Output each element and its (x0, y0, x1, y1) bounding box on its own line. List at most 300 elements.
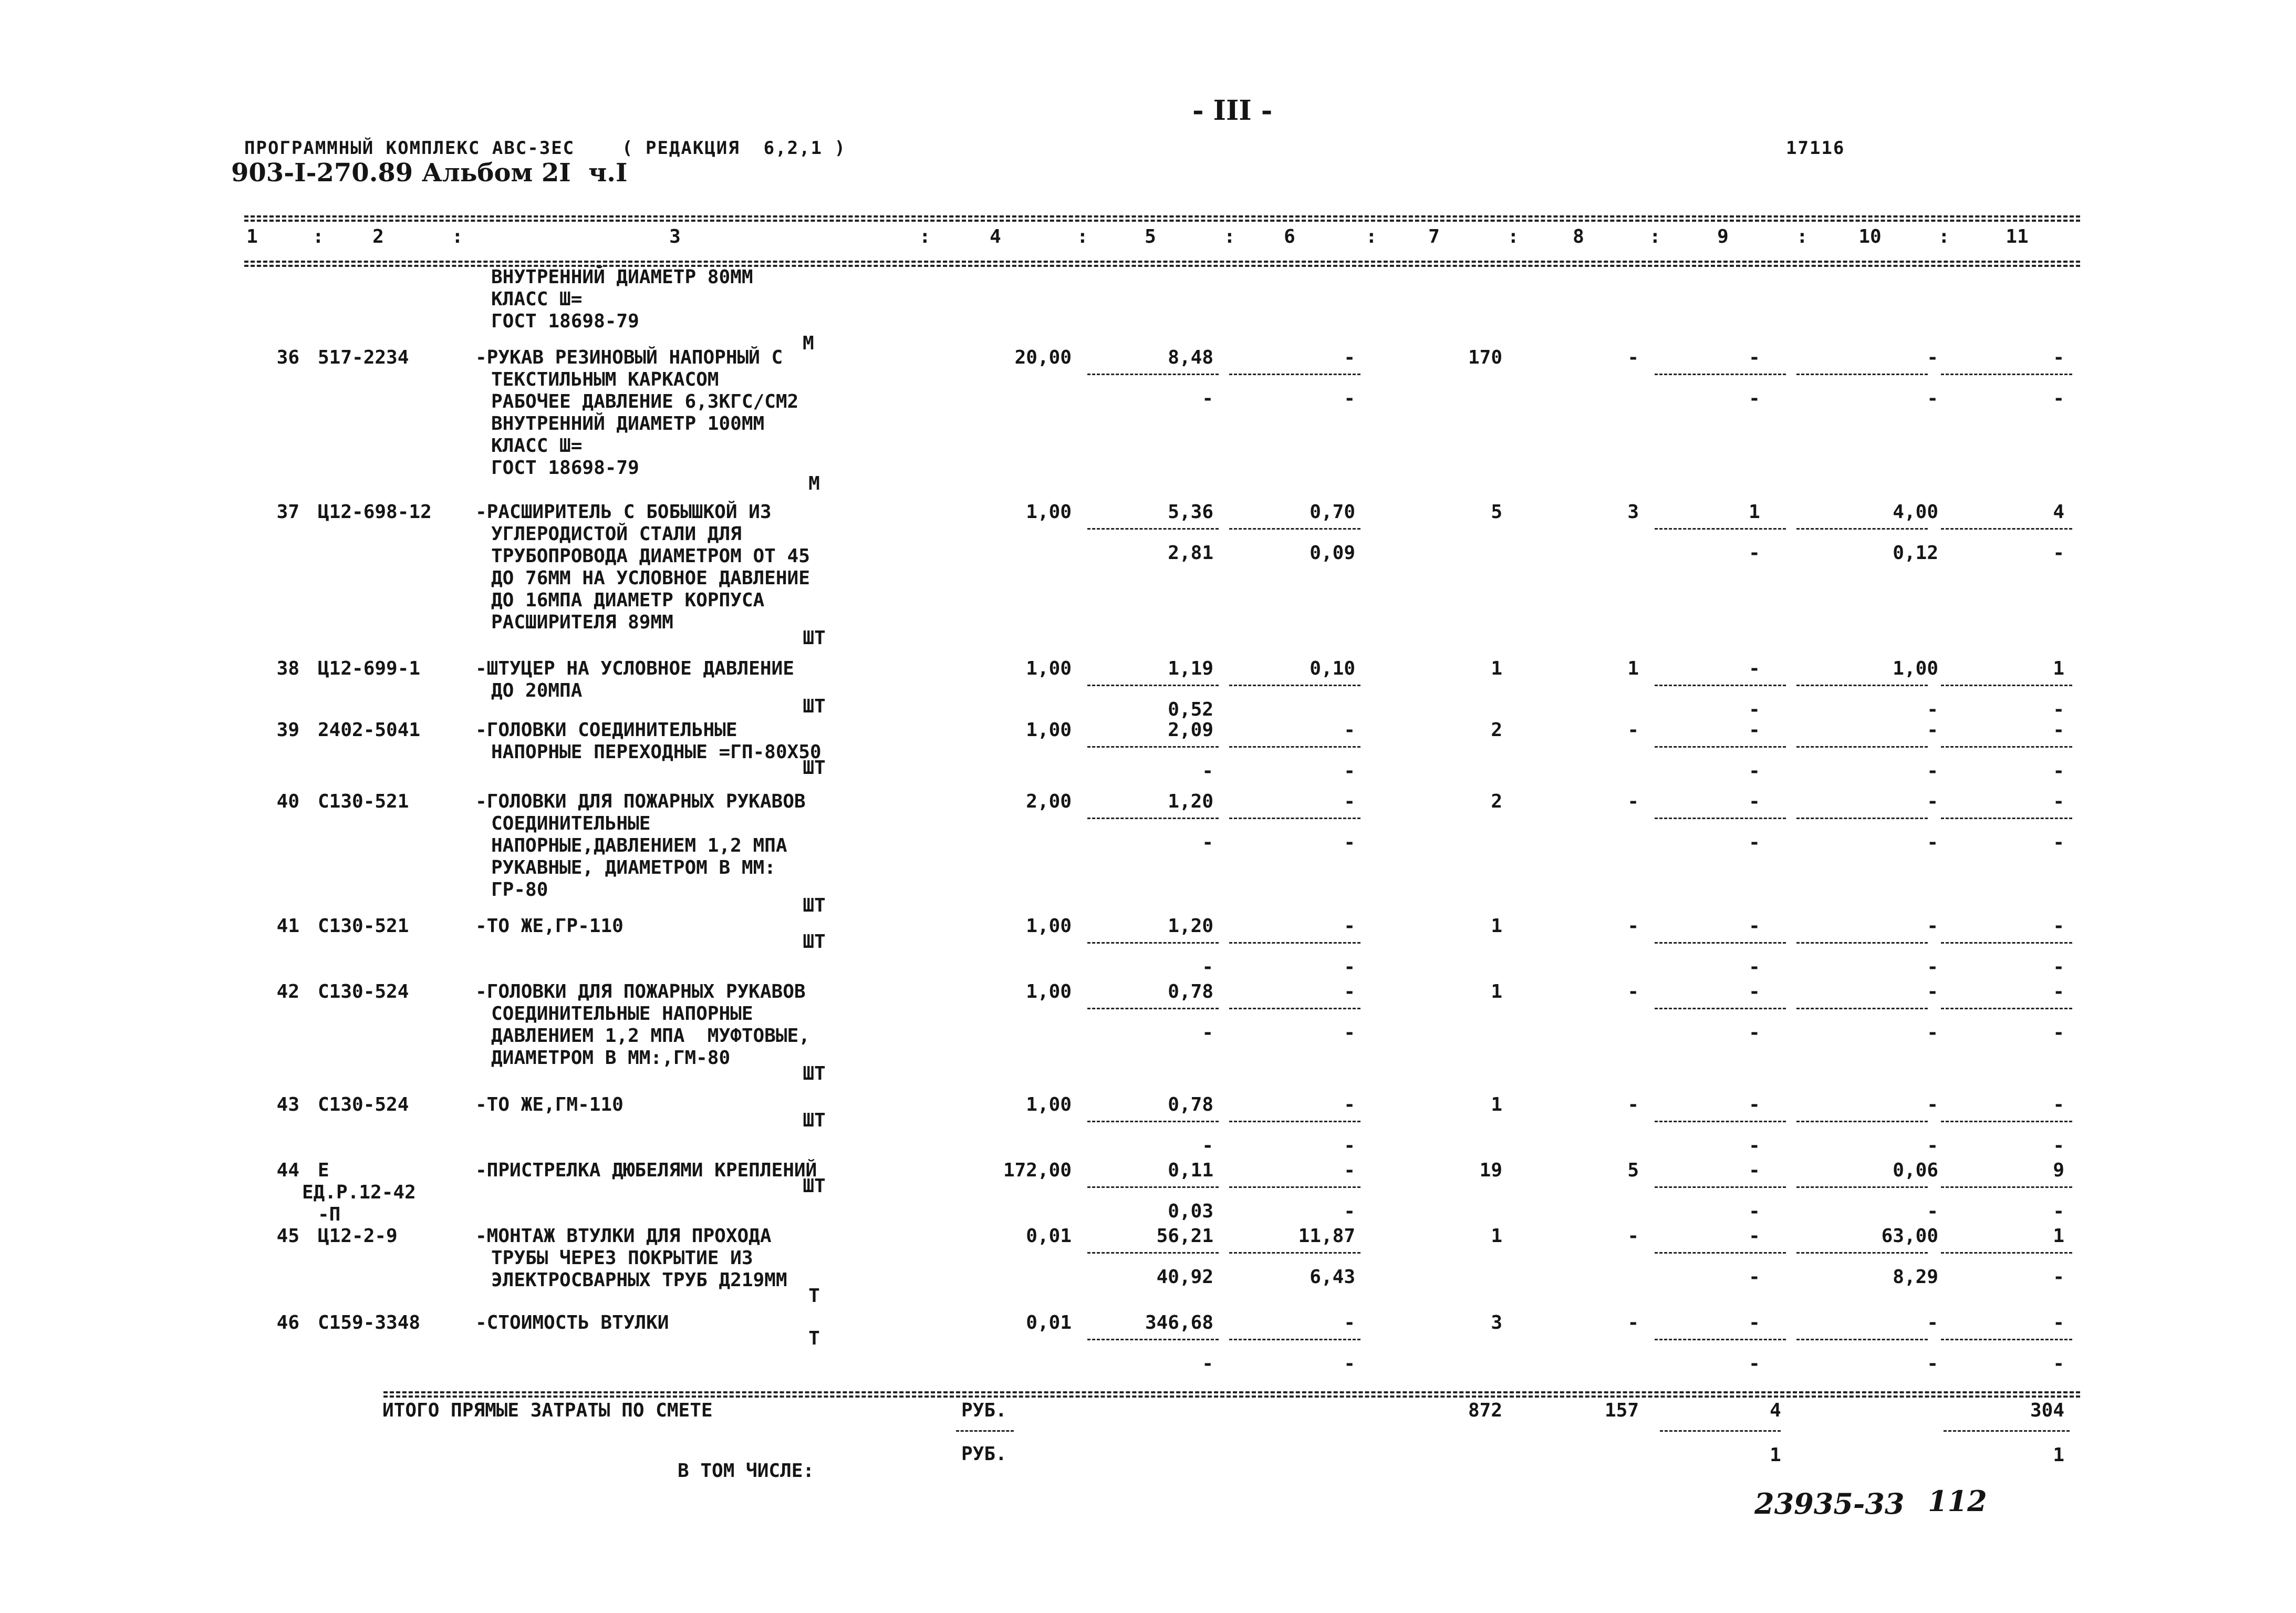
fraction-line (1655, 1339, 1786, 1340)
column-separator: : (1366, 226, 1377, 247)
row-number: 43 (276, 1094, 299, 1115)
row-col-7: 19 (1479, 1160, 1502, 1181)
row-col-7: 3 (1491, 1312, 1502, 1333)
row-col-8: 5 (1627, 1160, 1639, 1181)
row-col-9-lower: - (1749, 388, 1760, 409)
row-col-10: - (1927, 981, 1938, 1002)
column-separator: : (313, 226, 324, 247)
row-description-line: РУКАВНЫЕ, ДИАМЕТРОМ В ММ: (491, 857, 776, 878)
row-col-6: - (1344, 347, 1355, 368)
column-header-9: 9 (1717, 226, 1729, 247)
fraction-line (1941, 818, 2072, 819)
fraction-line (1941, 1008, 2072, 1009)
row-col-6: - (1344, 981, 1355, 1002)
row-col-11: - (2053, 1312, 2064, 1333)
row-col-6-lower: - (1344, 1135, 1355, 1156)
row-col-7: 1 (1491, 658, 1502, 679)
fraction-line (1796, 528, 1928, 530)
row-col-10-lower: - (1927, 956, 1938, 978)
row-unit: Т (808, 1328, 820, 1349)
row-number: 38 (276, 658, 299, 679)
row-col-9: - (1749, 658, 1760, 679)
row-description-line: -РУКАВ РЕЗИНОВЫЙ НАПОРНЫЙ С (475, 347, 783, 368)
row-col-11: - (2053, 915, 2064, 937)
column-header-10: 10 (1858, 226, 1882, 247)
row-col-9: - (1749, 791, 1760, 812)
fraction-line (1941, 942, 2072, 944)
header-bottom-rule (244, 261, 2080, 263)
row-col-10: - (1927, 347, 1938, 368)
column-separator: : (1649, 226, 1661, 247)
row-description-line: -РАСШИРИТЕЛЬ С БОБЫШКОЙ ИЗ (475, 501, 772, 523)
continuation-line: ГОСТ 18698-79 (491, 311, 639, 332)
row-col-6-lower: - (1344, 956, 1355, 978)
fraction-line (1655, 1008, 1786, 1009)
row-description-line: УГЛЕРОДИСТОЙ СТАЛИ ДЛЯ (491, 523, 742, 545)
page-number: - III - (1192, 95, 1273, 127)
row-col-7: 170 (1468, 347, 1502, 368)
totals-col-11-b: 1 (2053, 1444, 2064, 1466)
row-col-10: 0,06 (1893, 1160, 1938, 1181)
row-col-7: 1 (1491, 981, 1502, 1002)
row-col-5-lower: 0,03 (1168, 1201, 1213, 1222)
row-code: С130-524 (318, 981, 409, 1002)
row-description-line: НАПОРНЫЕ,ДАВЛЕНИЕМ 1,2 МПА (491, 835, 787, 856)
totals-fraction-line-9 (1660, 1430, 1781, 1432)
totals-label: ИТОГО ПРЯМЫЕ ЗАТРАТЫ ПО СМЕТЕ (382, 1400, 713, 1421)
column-separator: : (1796, 226, 1808, 247)
row-col-6-lower: - (1344, 388, 1355, 409)
row-description-line: -ГОЛОВКИ СОЕДИНИТЕЛЬНЫЕ (475, 719, 737, 741)
row-number: 40 (276, 791, 299, 812)
fraction-line (1941, 1186, 2072, 1188)
row-col-5-lower: - (1202, 1135, 1213, 1156)
fraction-line (1941, 374, 2072, 375)
row-col-6: - (1344, 1094, 1355, 1115)
row-col-9: - (1749, 1312, 1760, 1333)
row-unit: ШТ (803, 931, 826, 953)
fraction-line (1796, 685, 1928, 686)
column-header-8: 8 (1573, 226, 1584, 247)
row-unit: ШТ (803, 1110, 826, 1131)
row-col-11: 9 (2053, 1160, 2064, 1181)
row-unit: ШТ (803, 627, 826, 649)
row-col-5: 1,19 (1168, 658, 1213, 679)
row-col-6: - (1344, 719, 1355, 741)
row-col-6: - (1344, 791, 1355, 812)
row-col-11-lower: - (2053, 542, 2064, 564)
fraction-line (1796, 1186, 1928, 1188)
row-col-9: - (1749, 1094, 1760, 1115)
row-col-11-lower: - (2053, 760, 2064, 782)
column-separator: : (452, 226, 463, 247)
row-col-5-lower: 40,92 (1156, 1266, 1213, 1288)
row-code: Ц12-2-9 (318, 1225, 398, 1247)
row-col-9-lower: - (1749, 699, 1760, 720)
totals-col-9-b: 1 (1770, 1444, 1781, 1466)
row-col-9: - (1749, 1160, 1760, 1181)
row-description-line: ДО 16МПА ДИАМЕТР КОРПУСА (491, 590, 765, 611)
row-col-5: 5,36 (1168, 501, 1213, 523)
fraction-line (1087, 1339, 1219, 1340)
row-description-line: -ТО ЖЕ,ГР-110 (475, 915, 624, 937)
row-col-6: - (1344, 1160, 1355, 1181)
row-code: Е (318, 1160, 329, 1181)
fraction-line (1796, 374, 1928, 375)
row-code: Ц12-698-12 (318, 501, 432, 523)
fraction-line (1796, 1252, 1928, 1254)
row-col-9-lower: - (1749, 1135, 1760, 1156)
totals-col-11: 304 (2030, 1400, 2064, 1421)
row-description-line: ТРУБЫ ЧЕРЕЗ ПОКРЫТИЕ ИЗ (491, 1247, 753, 1269)
totals-unit-2: РУБ. (961, 1443, 1007, 1465)
row-col-4: 1,00 (1026, 915, 1072, 937)
row-col-7: 2 (1491, 719, 1502, 741)
row-description-line: ВНУТРЕННИЙ ДИАМЕТР 100ММ (491, 413, 765, 435)
row-unit: М (808, 473, 820, 494)
fraction-line (1655, 942, 1786, 944)
fraction-line (1087, 818, 1219, 819)
row-col-10: 4,00 (1893, 501, 1938, 523)
column-header-2: 2 (372, 226, 384, 247)
column-separator: : (1077, 226, 1088, 247)
totals-rule (383, 1391, 2080, 1393)
row-col-8: - (1627, 1225, 1639, 1247)
row-col-4: 172,00 (1003, 1160, 1072, 1181)
row-col-9-lower: - (1749, 832, 1760, 853)
row-description-line: КЛАСС Ш= (491, 435, 583, 457)
row-col-5-lower: 0,52 (1168, 699, 1213, 720)
row-col-6: 0,10 (1310, 658, 1355, 679)
row-unit: ШТ (803, 1175, 826, 1197)
row-col-9-lower: - (1749, 542, 1760, 564)
row-unit: ШТ (803, 757, 826, 779)
row-code-line-3: -П (318, 1204, 341, 1225)
fraction-line (1229, 1121, 1360, 1122)
fraction-line (1087, 1008, 1219, 1009)
fraction-line (1941, 1121, 2072, 1122)
row-unit: Т (808, 1285, 820, 1307)
row-col-6-lower: - (1344, 1201, 1355, 1222)
sheet-number: 17116 (1786, 138, 1845, 159)
fraction-line (1229, 374, 1360, 375)
fraction-line (1087, 1252, 1219, 1254)
totals-col-9: 4 (1770, 1400, 1781, 1421)
fraction-line (1087, 942, 1219, 944)
row-code: С130-521 (318, 915, 409, 937)
row-col-7: 5 (1491, 501, 1502, 523)
row-col-10-lower: - (1927, 1201, 1938, 1222)
row-code: 517-2234 (318, 347, 409, 368)
row-number: 45 (276, 1225, 299, 1247)
row-col-8: 3 (1627, 501, 1639, 523)
row-col-5-lower: - (1202, 388, 1213, 409)
fraction-line (1087, 1121, 1219, 1122)
row-col-5: 56,21 (1156, 1225, 1213, 1247)
row-col-4: 0,01 (1026, 1225, 1072, 1247)
row-col-11-lower: - (2053, 1266, 2064, 1288)
totals-unit-1: РУБ. (961, 1400, 1007, 1421)
fraction-line (1941, 1252, 2072, 1254)
row-col-5: 0,78 (1168, 981, 1213, 1002)
fraction-line (1229, 1339, 1360, 1340)
row-col-7: 1 (1491, 915, 1502, 937)
including-label: В ТОМ ЧИСЛЕ: (678, 1460, 815, 1482)
totals-fraction-line-11 (1944, 1430, 2070, 1432)
row-description-line: РАСШИРИТЕЛЯ 89ММ (491, 612, 673, 633)
fraction-line (1229, 942, 1360, 944)
fraction-line (1655, 1252, 1786, 1254)
row-description-line: ТРУБОПРОВОДА ДИАМЕТРОМ ОТ 45 (491, 545, 810, 567)
row-col-11-lower: - (2053, 1135, 2064, 1156)
column-header-1: 1 (246, 226, 258, 247)
row-col-6-lower: 6,43 (1310, 1266, 1355, 1288)
fraction-line (1941, 1339, 2072, 1340)
row-col-6-lower: - (1344, 832, 1355, 853)
row-col-9: - (1749, 981, 1760, 1002)
row-col-4: 1,00 (1026, 981, 1072, 1002)
row-description-line: ДИАМЕТРОМ В ММ:,ГМ-80 (491, 1047, 731, 1069)
row-description-line: НАПОРНЫЕ ПЕРЕХОДНЫЕ =ГП-80Х50 (491, 741, 822, 763)
row-col-7: 2 (1491, 791, 1502, 812)
row-number: 39 (276, 719, 299, 741)
row-col-4: 1,00 (1026, 501, 1072, 523)
row-col-9: - (1749, 1225, 1760, 1247)
fraction-line (1941, 528, 2072, 530)
row-col-5-lower: - (1202, 1353, 1213, 1374)
fraction-line (1655, 1186, 1786, 1188)
row-col-5: 1,20 (1168, 791, 1213, 812)
row-code: С130-521 (318, 791, 409, 812)
row-description-line: -СТОИМОСТЬ ВТУЛКИ (475, 1312, 669, 1333)
totals-unit-line (956, 1430, 1014, 1432)
fraction-line (1229, 818, 1360, 819)
row-col-10-lower: - (1927, 832, 1938, 853)
row-description-line: ТЕКСТИЛЬНЫМ КАРКАСОМ (491, 369, 719, 390)
header-top-rule-2 (244, 220, 2080, 222)
row-col-4: 20,00 (1014, 347, 1072, 368)
row-col-5-lower: - (1202, 956, 1213, 978)
row-col-7: 1 (1491, 1225, 1502, 1247)
fraction-line (1655, 1121, 1786, 1122)
row-number: 41 (276, 915, 299, 937)
column-separator: : (1508, 226, 1519, 247)
row-col-11: - (2053, 791, 2064, 812)
row-col-10: - (1927, 1312, 1938, 1333)
fraction-line (1229, 528, 1360, 530)
header-top-rule (244, 215, 2080, 218)
row-col-9-lower: - (1749, 760, 1760, 782)
row-unit: ШТ (803, 895, 826, 916)
fraction-line (1796, 1008, 1928, 1009)
row-unit: ШТ (803, 696, 826, 717)
row-col-6: 0,70 (1310, 501, 1355, 523)
row-col-4: 2,00 (1026, 791, 1072, 812)
row-col-11-lower: - (2053, 1353, 2064, 1374)
row-col-4: 1,00 (1026, 1094, 1072, 1115)
column-separator: : (919, 226, 931, 247)
row-unit: ШТ (803, 1063, 826, 1084)
fraction-line (1087, 746, 1219, 748)
continuation-line: ВНУТРЕННИЙ ДИАМЕТР 80ММ (491, 266, 753, 288)
row-code-line-2: ЕД.Р.12-42 (302, 1182, 416, 1203)
row-description-line: СОЕДИНИТЕЛЬНЫЕ НАПОРНЫЕ (491, 1003, 753, 1025)
row-col-10-lower: - (1927, 1135, 1938, 1156)
fraction-line (1087, 1186, 1219, 1188)
continuation-line: КЛАСС Ш= (491, 288, 583, 310)
row-description-line: -ГОЛОВКИ ДЛЯ ПОЖАРНЫХ РУКАВОВ (475, 981, 806, 1002)
row-col-7: 1 (1491, 1094, 1502, 1115)
row-description-line: -ПРИСТРЕЛКА ДЮБЕЛЯМИ КРЕПЛЕНИЙ (475, 1160, 817, 1181)
row-description-line: -ГОЛОВКИ ДЛЯ ПОЖАРНЫХ РУКАВОВ (475, 791, 806, 812)
row-col-8: - (1627, 347, 1639, 368)
totals-col-7: 872 (1468, 1400, 1502, 1421)
row-description-line: -МОНТАЖ ВТУЛКИ ДЛЯ ПРОХОДА (475, 1225, 772, 1247)
row-col-9: - (1749, 719, 1760, 741)
row-col-5-lower: 2,81 (1168, 542, 1213, 564)
fraction-line (1796, 1121, 1928, 1122)
fraction-line (1087, 374, 1219, 375)
fraction-line (1941, 685, 2072, 686)
row-col-6: - (1344, 1312, 1355, 1333)
row-col-10-lower: - (1927, 388, 1938, 409)
fraction-line (1229, 1008, 1360, 1009)
fraction-line (1796, 746, 1928, 748)
document-code: 23935-33 (1754, 1487, 1905, 1521)
row-code: Ц12-699-1 (318, 658, 421, 679)
row-col-9-lower: - (1749, 956, 1760, 978)
fraction-line (1655, 746, 1786, 748)
row-col-10: - (1927, 719, 1938, 741)
row-col-6: - (1344, 915, 1355, 937)
row-col-11: - (2053, 981, 2064, 1002)
row-description-line: ДО 76ММ НА УСЛОВНОЕ ДАВЛЕНИЕ (491, 567, 810, 589)
row-number: 36 (276, 347, 299, 368)
row-col-5: 346,68 (1145, 1312, 1213, 1333)
row-col-6-lower: 0,09 (1310, 542, 1355, 564)
row-col-11: 4 (2053, 501, 2064, 523)
row-code: С130-524 (318, 1094, 409, 1115)
column-header-4: 4 (990, 226, 1001, 247)
fraction-line (1655, 374, 1786, 375)
row-col-11-lower: - (2053, 1201, 2064, 1222)
row-col-4: 1,00 (1026, 658, 1072, 679)
row-col-9-lower: - (1749, 1022, 1760, 1043)
row-col-11-lower: - (2053, 832, 2064, 853)
row-col-8: - (1627, 719, 1639, 741)
column-separator: : (1224, 226, 1235, 247)
column-header-11: 11 (2006, 226, 2029, 247)
row-col-5: 0,78 (1168, 1094, 1213, 1115)
row-col-8: - (1627, 915, 1639, 937)
row-col-8: - (1627, 981, 1639, 1002)
column-header-7: 7 (1428, 226, 1440, 247)
row-col-6-lower: - (1344, 760, 1355, 782)
fraction-line (1941, 746, 2072, 748)
row-description-line: -ШТУЦЕР НА УСЛОВНОЕ ДАВЛЕНИЕ (475, 658, 794, 679)
fraction-line (1229, 746, 1360, 748)
row-description-line: ДАВЛЕНИЕМ 1,2 МПА МУФТОВЫЕ, (491, 1025, 810, 1047)
row-col-11: - (2053, 719, 2064, 741)
fraction-line (1229, 1252, 1360, 1254)
column-header-5: 5 (1145, 226, 1156, 247)
row-description-line: ДО 20МПА (491, 680, 583, 701)
row-col-10: - (1927, 1094, 1938, 1115)
row-col-9-lower: - (1749, 1201, 1760, 1222)
row-description-line: ЭЛЕКТРОСВАРНЫХ ТРУБ Д219ММ (491, 1269, 787, 1291)
row-col-11: - (2053, 1094, 2064, 1115)
row-col-5-lower: - (1202, 1022, 1213, 1043)
column-header-3: 3 (669, 226, 681, 247)
column-separator: : (1938, 226, 1950, 247)
row-col-10-lower: 0,12 (1893, 542, 1938, 564)
fraction-line (1796, 942, 1928, 944)
row-col-9-lower: - (1749, 1353, 1760, 1374)
fraction-line (1655, 685, 1786, 686)
row-col-4: 0,01 (1026, 1312, 1072, 1333)
page-stamp: 112 (1928, 1484, 1987, 1518)
row-code: 2402-5041 (318, 719, 421, 741)
fraction-line (1655, 528, 1786, 530)
fraction-line (1796, 1339, 1928, 1340)
row-description-line: ГОСТ 18698-79 (491, 457, 639, 479)
row-col-9: 1 (1749, 501, 1760, 523)
row-number: 37 (276, 501, 299, 523)
row-col-4: 1,00 (1026, 719, 1072, 741)
row-col-10-lower: - (1927, 699, 1938, 720)
totals-col-8: 157 (1604, 1400, 1639, 1421)
row-col-6-lower: - (1344, 1353, 1355, 1374)
row-col-5: 0,11 (1168, 1160, 1213, 1181)
row-col-10-lower: - (1927, 760, 1938, 782)
row-col-8: - (1627, 1094, 1639, 1115)
row-col-11-lower: - (2053, 956, 2064, 978)
column-header-6: 6 (1284, 226, 1295, 247)
row-col-11: 1 (2053, 1225, 2064, 1247)
row-col-10: 63,00 (1881, 1225, 1938, 1247)
fraction-line (1796, 818, 1928, 819)
row-col-11-lower: - (2053, 1022, 2064, 1043)
row-number: 46 (276, 1312, 299, 1333)
row-col-10-lower: - (1927, 1022, 1938, 1043)
row-col-6: 11,87 (1298, 1225, 1355, 1247)
row-col-11: 1 (2053, 658, 2064, 679)
row-col-8: 1 (1627, 658, 1639, 679)
continuation-unit: М (803, 333, 814, 354)
row-col-10: - (1927, 915, 1938, 937)
row-description-line: РАБОЧЕЕ ДАВЛЕНИЕ 6,3КГС/СМ2 (491, 391, 799, 412)
row-col-10-lower: - (1927, 1353, 1938, 1374)
row-col-5-lower: - (1202, 760, 1213, 782)
row-col-9: - (1749, 347, 1760, 368)
row-col-11-lower: - (2053, 699, 2064, 720)
fraction-line (1229, 1186, 1360, 1188)
program-header: ПРОГРАММНЫЙ КОМПЛЕКС АВС-3ЕС ( РЕДАКЦИЯ 6,2,1 ) (244, 138, 846, 159)
row-col-9: - (1749, 915, 1760, 937)
row-description-line: СОЕДИНИТЕЛЬНЫЕ (491, 813, 651, 834)
row-col-9-lower: - (1749, 1266, 1760, 1288)
fraction-line (1087, 528, 1219, 530)
row-col-10: 1,00 (1893, 658, 1938, 679)
row-code: С159-3348 (318, 1312, 421, 1333)
row-col-8: - (1627, 1312, 1639, 1333)
row-col-5-lower: - (1202, 832, 1213, 853)
row-col-10-lower: 8,29 (1893, 1266, 1938, 1288)
row-col-6-lower: - (1344, 1022, 1355, 1043)
row-col-8: - (1627, 791, 1639, 812)
row-col-11: - (2053, 347, 2064, 368)
album-label: 903-I-270.89 Альбом 2I ч.I (231, 158, 628, 188)
